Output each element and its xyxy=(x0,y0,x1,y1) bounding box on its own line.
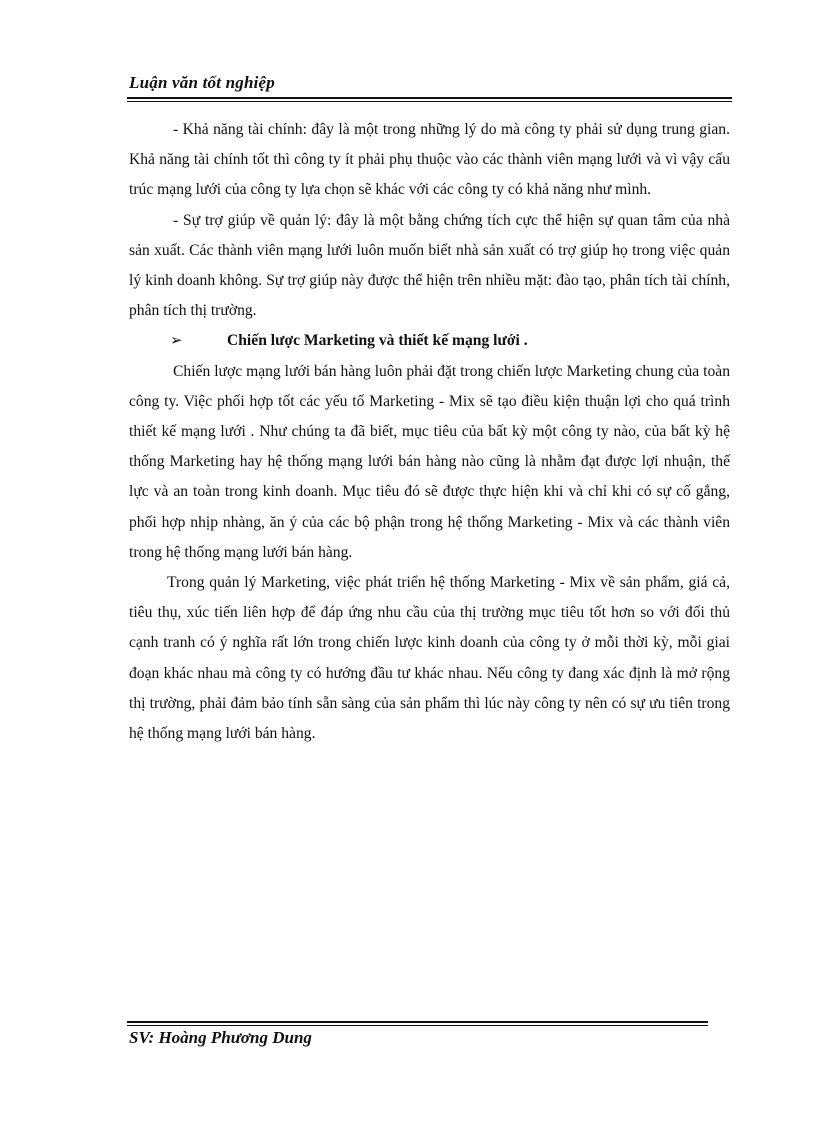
arrow-bullet-icon: ➢ xyxy=(170,333,183,350)
section-heading xyxy=(129,326,730,356)
paragraph-financial-capacity: - Khả năng tài chính: đây là một trong những lý do mà công ty phải sử dụng trung gian. Khả năng tài chính tốt thì công ty ít phải phụ thuộc vào các thành viên mạng lưới và vì vậy cấu trúc mạng lưới của công ty lựa chọn sẽ khác với các công ty có khả năng như mình. xyxy=(129,121,730,199)
section-heading-text: Chiến lược Marketing và thiết kế mạng lưới . xyxy=(227,332,528,350)
paragraph-management-support: - Sự trợ giúp về quản lý: đây là một bằng chứng tích cực thể hiện sự quan tâm của nhà sản xuất. Các thành viên mạng lưới luôn muốn biết nhà sản xuất có trợ giúp họ trong việc quản lý kinh doanh không. Sự trợ giúp này được thể hiện trên nhiều mặt: đào tạo, phân tích tài chính, phân tích thị trường. xyxy=(129,211,730,320)
document-body xyxy=(129,115,730,749)
page-header-title: Luận văn tốt nghiệp xyxy=(129,73,275,92)
footer-author: SV: Hoàng Phương Dung xyxy=(129,1028,312,1047)
footer-divider xyxy=(127,1021,708,1026)
paragraph-marketing-strategy: Chiến lược mạng lưới bán hàng luôn phải đặt trong chiến lược Marketing chung của toàn công ty. Việc phối hợp tốt các yếu tố Marketing - Mix sẽ tạo điều kiện thuận lợi cho quá trình thiết kế mạng lưới . Như chúng ta đã biết, mục tiêu của bất kỳ một công ty nào, của bất kỳ hệ thống Marketing hay hệ thống mạng lưới bán hàng nào cũng là nhằm đạt được lợi nhuận, thế lực và an toàn trong kinh doanh. Mục tiêu đó sẽ được thực hiện khi và chỉ khi có sự cố gắng, phối hợp nhịp nhàng, ăn ý của các bộ phận trong hệ thống Marketing - Mix và các thành viên trong hệ thống mạng lưới bán hàng. xyxy=(129,362,730,561)
paragraph-marketing-management: Trong quản lý Marketing, việc phát triển hệ thống Marketing - Mix về sản phẩm, giá cả, tiêu thụ, xúc tiến liên hợp để đáp ứng nhu cầu của thị trường mục tiêu tốt hơn so với đối thủ cạnh tranh có ý nghĩa rất lớn trong chiến lược kinh doanh của công ty ở mỗi thời kỳ, mỗi giai đoạn khác nhau mà công ty có hướng đầu tư khác nhau. Nếu công ty đang xác định là mở rộng thị trường, phải đảm bảo tính sẵn sàng của sản phẩm thì lúc này công ty nên có sự ưu tiên trong hệ thống mạng lưới bán hàng. xyxy=(129,574,730,743)
header-divider xyxy=(127,97,732,102)
